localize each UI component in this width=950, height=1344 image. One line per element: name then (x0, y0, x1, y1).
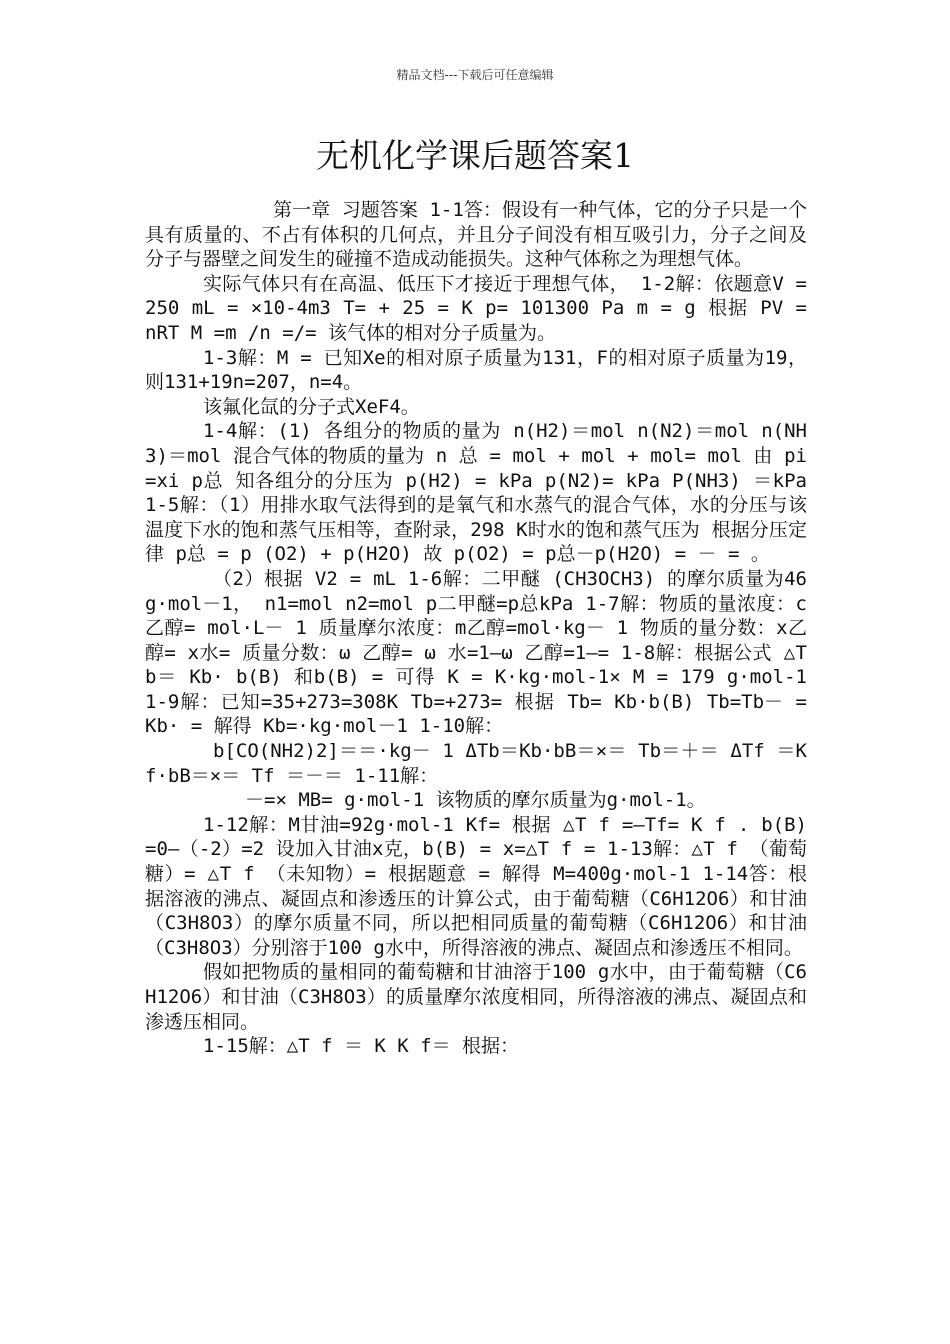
paragraph-1-14-cont: 假如把物质的量相同的葡萄糖和甘油溶于100 g水中，由于葡萄糖（C6H12O6）和甘油（C3H8O3）的质量摩尔浓度相同，所得溶液的沸点、凝固点和渗透压相同。 (145, 961, 807, 1033)
paragraph-1-15: 1-15解：△T f ＝ K K f＝ 根据： (203, 1035, 520, 1058)
page-title: 无机化学课后题答案1 (316, 136, 634, 175)
paragraph-xef4: 该氟化氙的分子式XeF4。 (203, 395, 420, 418)
document-body (145, 198, 807, 1059)
paragraph-1-10: b[CO(NH2)2]＝＝·kg－ 1 ΔTb＝Kb·bB＝×＝ Tb＝＋＝ ΔTf ＝Kf·bB＝×＝ Tf ＝－＝ 1-11解： (145, 740, 807, 787)
paragraph-1-2: 实际气体只有在高温、低压下才接近于理想气体， 1-2解：依题意V = 250 mL = ×10-4m3 T= + 25 = K p= 101300 Pa m = g 根据 PV = nRT M =m /n =/= 该气体的相对分子质量为。 (145, 272, 807, 344)
paragraph-1-3: 1-3解：M = 已知Xe的相对原子质量为131，F的相对原子质量为19，则131+19n=207，n=4。 (145, 346, 807, 394)
paragraph-1-6: （2）根据 V2 = mL 1-6解：二甲醚 (CH3OCH3) 的摩尔质量为46 g·mol－1， n1=mol n2=mol p二甲醚=p总kPa 1-7解：物质的量浓度：c乙醇= mol·L－ 1 质量摩尔浓度：m乙醇=mol·kg－ 1 物质的量分数：x乙醇= x水= 质量分数：ω 乙醇= ω 水=1—ω 乙醇=1—= 1-8解：根据公式 △Tb＝ Kb· b(B) 和b(B) = 可得 K = K·kg·mol-1× M = 179 g·mol-1 1-9解：已知=35+273=308K Tb=+273= 根据 Tb= Kb·b(B) Tb=Tb－ = Kb· = 解得 Kb=·kg·mol－1 1-10解： (145, 567, 807, 738)
page-header: 精品文档---下载后可任意编辑 (396, 68, 554, 82)
paragraph-1-11: －=× MB= g·mol-1 该物质的摩尔质量为g·mol-1。 (245, 789, 706, 812)
paragraph-1-12: 1-12解：M甘油=92g·mol-1 Kf= 根据 △T f =—Tf= K f . b(B) =0—（-2）=2 设加入甘油x克，b(B) = x=△T f = 1-13解：△T f （葡萄糖）= △T f （未知物）= 根据题意 = 解得 M=400g·mol-1 1-14答：根据溶液的沸点、凝固点和渗透压的计算公式，由于葡萄糖（C6H12O6）和甘油（C3H8O3）的摩尔质量不同，所以把相同质量的葡萄糖（C6H12O6）和甘油（C3H8O3）分别溶于100 g水中，所得溶液的沸点、凝固点和渗透压不相同。 (145, 813, 807, 959)
paragraph-1-1: 第一章 习题答案 1-1答：假设有一种气体，它的分子只是一个具有质量的、不占有体积的几何点，并且分子间没有相互吸引力，分子之间及分子与器壁之间发生的碰撞不造成动能损失。这种气体称之为理想气体。 (145, 199, 807, 271)
paragraph-1-4: 1-4解：(1) 各组分的物质的量为 n(H2)＝mol n(N2)＝mol n(NH3)＝mol 混合气体的物质的量为 n 总 = mol + mol + mol= mol 由 pi=xi p总 知各组分的分压为 p(H2) = kPa p(N2)= kPa P(NH3) ＝kPa 1-5解：（1）用排水取气法得到的是氧气和水蒸气的混合气体，水的分压与该温度下水的饱和蒸气压相等，查附录，298 K时水的饱和蒸气压为 根据分压定律 p总 = p (O2) + p(H2O) 故 p(O2) = p总－p(H2O) = － = 。 (145, 420, 807, 566)
